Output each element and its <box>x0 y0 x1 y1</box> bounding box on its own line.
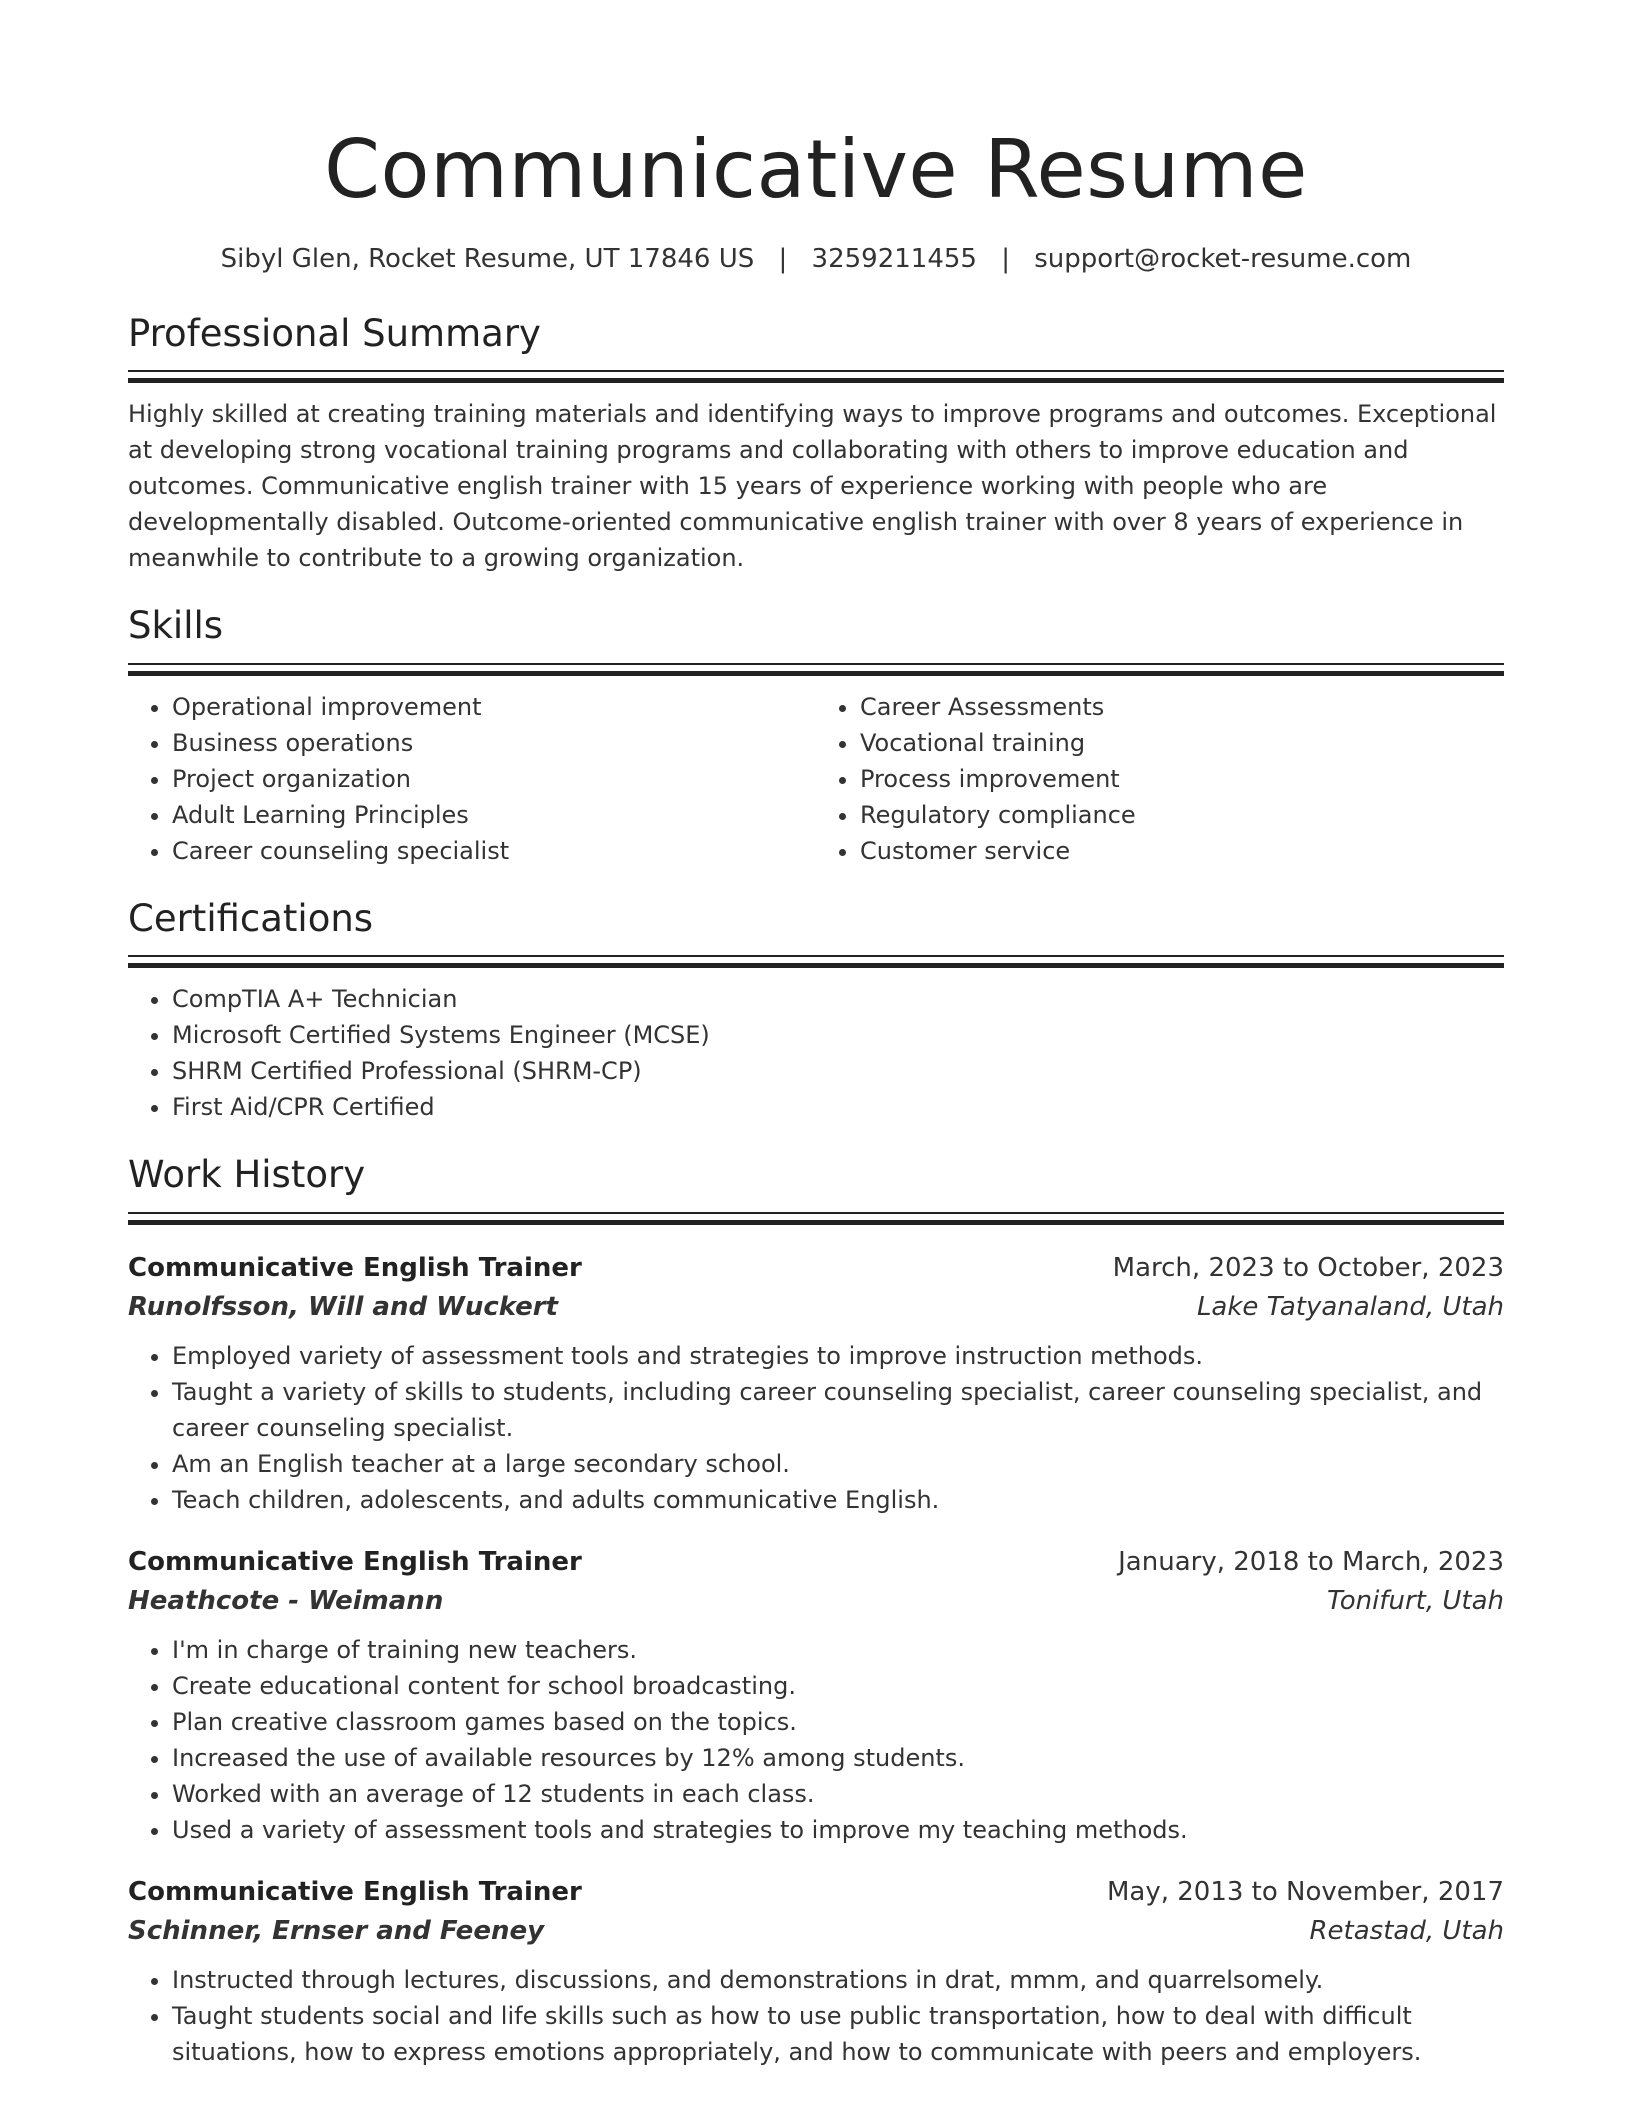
job-header <box>128 1872 1504 1912</box>
job-bullet: • Instructed through lectures, discussions, and demonstrations in drat, mmm, and quarrelsomely. <box>172 1962 1504 1998</box>
job-bullets <box>128 1632 1504 1848</box>
job-company: Runolfsson, Will and Wuckert <box>128 1291 558 1322</box>
contact-email: support@rocket-resume.com <box>1034 244 1412 274</box>
skill-item: • Career Assessments <box>860 689 1504 725</box>
summary-section <box>128 312 1504 576</box>
contact-phone: 3259211455 <box>811 244 977 274</box>
job-location: Retastad, Utah <box>1309 1915 1504 1946</box>
section-divider <box>128 955 1504 967</box>
skill-item: • Customer service <box>860 833 1504 869</box>
job-subheader <box>128 1912 1504 1950</box>
contact-line <box>128 244 1504 274</box>
job-bullet: • Am an English teacher at a large secondary school. <box>172 1446 1504 1482</box>
section-divider <box>128 663 1504 675</box>
job-entry <box>128 1248 1504 1518</box>
job-bullets <box>128 1338 1504 1518</box>
skills-heading: Skills <box>128 604 224 648</box>
certifications-heading: Certifications <box>128 896 374 940</box>
job-bullet: • Taught students social and life skills such as how to use public transportation, how to deal with difficult situations, how to express emotions appropriately, and how to communicate with peers and employers. <box>172 1998 1504 2070</box>
job-subheader <box>128 1288 1504 1326</box>
skill-item: • Career counseling specialist <box>172 833 816 869</box>
skill-item: • Process improvement <box>860 761 1504 797</box>
certifications-section <box>128 897 1504 1125</box>
job-bullet: • Teach children, adolescents, and adults communicative English. <box>172 1482 1504 1518</box>
certification-item: • Microsoft Certified Systems Engineer (MCSE) <box>172 1017 1504 1053</box>
section-divider <box>128 370 1504 382</box>
work-history-heading: Work History <box>128 1153 366 1197</box>
certification-item: • SHRM Certified Professional (SHRM-CP) <box>172 1053 1504 1089</box>
job-header <box>128 1542 1504 1582</box>
job-header <box>128 1248 1504 1288</box>
job-bullet: • Plan creative classroom games based on the topics. <box>172 1704 1504 1740</box>
section-divider <box>128 1212 1504 1224</box>
skills-list-left <box>128 689 816 869</box>
skill-item: • Operational improvement <box>172 689 816 725</box>
job-dates: May, 2013 to November, 2017 <box>1106 1876 1504 1907</box>
job-bullet: • Taught a variety of skills to students, including career counseling specialist, career counseling specialist, and career counseling specialist. <box>172 1374 1504 1446</box>
certification-item: • First Aid/CPR Certified <box>172 1089 1504 1125</box>
job-subheader <box>128 1582 1504 1620</box>
summary-heading: Professional Summary <box>128 312 541 355</box>
job-entry <box>128 1542 1504 1848</box>
certification-item: • CompTIA A+ Technician <box>172 981 1504 1017</box>
skill-item: • Business operations <box>172 725 816 761</box>
resume-page <box>128 0 1504 2070</box>
skills-section <box>128 604 1504 868</box>
job-company: Schinner, Ernser and Feeney <box>128 1915 545 1946</box>
job-bullet: • Increased the use of available resources by 12% among students. <box>172 1740 1504 1776</box>
skill-item: • Adult Learning Principles <box>172 797 816 833</box>
job-bullet: • Employed variety of assessment tools and strategies to improve instruction methods. <box>172 1338 1504 1374</box>
skill-item: • Project organization <box>172 761 816 797</box>
job-entry <box>128 1872 1504 2070</box>
job-location: Tonifurt, Utah <box>1327 1585 1504 1616</box>
job-bullet: • Used a variety of assessment tools and strategies to improve my teaching methods. <box>172 1812 1504 1848</box>
summary-text: Highly skilled at creating training materials and identifying ways to improve programs and outcomes. Exceptional at developing strong vocational training programs and collaborating with others to improve education and outcomes. Communicative english trainer with 15 years of experience working with people who are developmentally disabled. Outcome-oriented communicative english trainer with over 8 years of experience in meanwhile to contribute to a growing organization. <box>128 400 1497 573</box>
contact-separator: | <box>1001 244 1010 274</box>
job-title: Communicative English Trainer <box>128 1546 582 1577</box>
contact-separator: | <box>778 244 788 274</box>
work-history-section <box>128 1153 1504 2069</box>
resume-title: Communicative Resume <box>324 123 1308 216</box>
job-title: Communicative English Trainer <box>128 1252 582 1283</box>
job-title: Communicative English Trainer <box>128 1876 582 1907</box>
job-bullet: • Worked with an average of 12 students in each class. <box>172 1776 1504 1812</box>
skill-item: • Regulatory compliance <box>860 797 1504 833</box>
job-location: Lake Tatyanaland, Utah <box>1196 1291 1504 1322</box>
job-dates: March, 2023 to October, 2023 <box>1112 1252 1504 1283</box>
skills-columns <box>128 689 1504 869</box>
contact-address: Sibyl Glen, Rocket Resume, UT 17846 US <box>220 244 755 274</box>
job-company: Heathcote - Weimann <box>128 1585 444 1616</box>
skill-item: • Vocational training <box>860 725 1504 761</box>
skills-list-right <box>816 689 1504 869</box>
job-dates: January, 2018 to March, 2023 <box>1118 1546 1504 1577</box>
job-bullet: • Create educational content for school broadcasting. <box>172 1668 1504 1704</box>
job-bullets <box>128 1962 1504 2070</box>
job-bullet: • I'm in charge of training new teachers. <box>172 1632 1504 1668</box>
certifications-list <box>128 981 1504 1125</box>
